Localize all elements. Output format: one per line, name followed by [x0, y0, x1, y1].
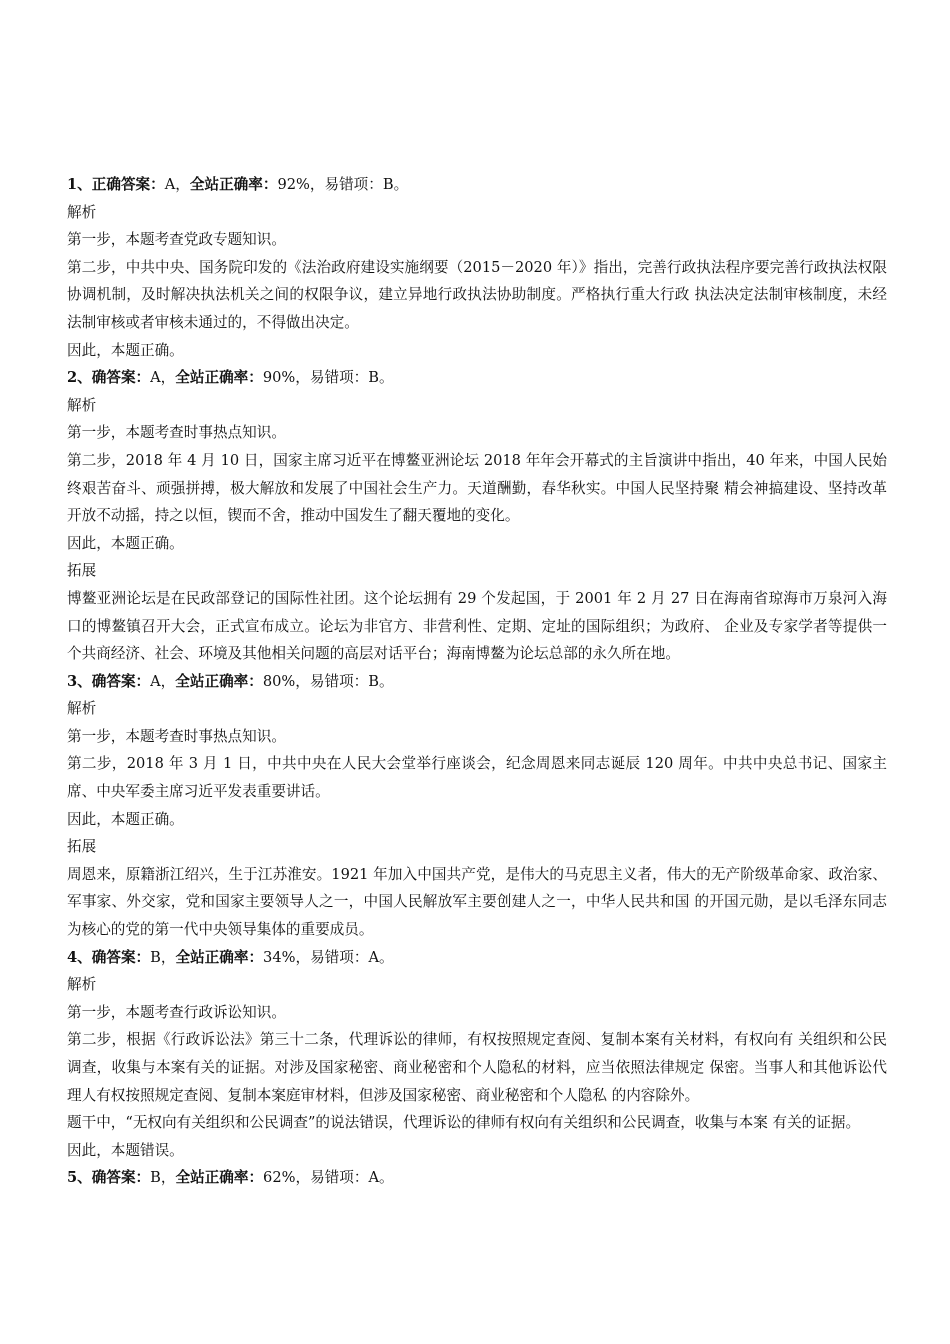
answer-label: 确答案： [91, 672, 151, 690]
question-number: 2、 [67, 369, 92, 387]
accuracy-label: 全站正确率： [175, 369, 263, 387]
accuracy-and-error-option: 62%，易错项：A。 [263, 1169, 394, 1187]
explanation-paragraph: 第一步，本题考查时事热点知识。 [67, 727, 286, 745]
accuracy-label: 全站正确率： [175, 948, 264, 966]
answer-header-1 [67, 171, 887, 199]
section-label: 拓展 [67, 838, 97, 856]
section-label: 解析 [67, 700, 97, 718]
section-label: 解析 [67, 203, 97, 221]
explanation-paragraph: 因此，本题正确。 [67, 534, 184, 552]
explanation-paragraph: 第二步，根据《行政诉讼法》第三十二条，代理诉讼的律师，有权按照规定查阅、复制本案有关材料，有权向有 关组织和公民调查，收集与本案有关的证据。对涉及国家秘密、商业秘密和个人隐私的材料，应当依照法律规定 保密。当事人和其他诉讼代理人有权按照规定查阅、复制本案庭审材料，但涉及国家秘密、商业秘密和个人隐私 的内容除外。 [67, 1031, 887, 1104]
explanation-paragraph: 第一步，本题考查行政诉讼知识。 [67, 1003, 286, 1021]
answer-value: A， [150, 369, 176, 387]
answer-label: 正确答案： [91, 176, 165, 193]
answer-label: 确答案： [91, 369, 151, 387]
section-label: 解析 [67, 976, 97, 994]
explanation-paragraph: 第一步，本题考查时事热点知识。 [67, 424, 286, 442]
answer-header-4 [67, 944, 887, 972]
accuracy-and-error-option: 92%，易错项：B。 [277, 176, 409, 193]
explanation-paragraph: 第二步，中共中央、国务院印发的《法治政府建设实施纲要（2015－2020 年）》指出，完善行政执法程序要完善行政执法权限协调机制，及时解决执法机关之间的权限争议，建立异地行政执法协助制度。严格执行重大行政 执法决定法制审核制度，未经法制审核或者审核未通过的，不得做出决定。 [67, 258, 887, 331]
question-number: 5、 [67, 1169, 92, 1187]
section-label: 解析 [67, 396, 97, 414]
answer-value: B， [150, 948, 176, 966]
accuracy-label: 全站正确率： [175, 672, 263, 690]
accuracy-label: 全站正确率： [175, 1169, 264, 1187]
explanation-paragraph: 因此，本题正确。 [67, 341, 184, 359]
answer-header-3 [67, 668, 887, 696]
accuracy-and-error-option: 34%，易错项：A。 [263, 948, 394, 966]
section-label: 拓展 [67, 562, 97, 580]
explanation-paragraph: 第二步，2018 年 4 月 10 日，国家主席习近平在博鳌亚洲论坛 2018 年年会开幕式的主旨演讲中指出，40 年来，中国人民始终艰苦奋斗、顽强拼搏，极大解放和发展了中国社会生产力。天道酬勤，春华秋实。中国人民坚持聚 精会神搞建设、坚持改革开放不动摇，持之以恒，锲而不舍，推动中国发生了翻天覆地的变化。 [67, 451, 887, 525]
answer-document [67, 171, 887, 1192]
explanation-paragraph: 博鳌亚洲论坛是在民政部登记的国际性社团。这个论坛拥有 29 个发起国，于 2001 年 2 月 27 日在海南省琼海市万泉河入海口的博鳌镇召开大会，正式宣布成立。论坛为非官方、非营利性、定期、定址的国际组织；为政府、 企业及专家学者等提供一个共商经济、社会、环境及其他相关问题的高层对话平台；海南博鳌为论坛总部的永久所在地。 [67, 589, 887, 663]
answer-header-5 [67, 1164, 887, 1192]
explanation-paragraph: 题干中，“无权向有关组织和公民调查”的说法错误，代理诉讼的律师有权向有关组织和公民调查，收集与本案 有关的证据。 [67, 1114, 861, 1132]
accuracy-and-error-option: 80%，易错项：B。 [262, 672, 394, 690]
question-number: 4、 [67, 948, 92, 966]
answer-value: A， [164, 176, 190, 193]
explanation-paragraph: 周恩来，原籍浙江绍兴，生于江苏淮安。1921 年加入中国共产党，是伟大的马克思主义者，伟大的无产阶级革命家、政治家、军事家、外交家，党和国家主要领导人之一，中国人民解放军主要创建人之一，中华人民共和国 的开国元勋，是以毛泽东同志为核心的党的第一代中央领导集体的重要成员。 [67, 865, 887, 939]
answer-value: A， [150, 672, 176, 690]
accuracy-and-error-option: 90%，易错项：B。 [262, 369, 394, 387]
question-number: 1、 [67, 176, 92, 193]
explanation-paragraph: 因此，本题正确。 [67, 810, 184, 828]
answer-label: 确答案： [91, 948, 151, 966]
answer-header-2 [67, 364, 887, 392]
answer-label: 确答案： [91, 1169, 151, 1187]
answer-value: B， [150, 1169, 176, 1187]
explanation-paragraph: 第一步，本题考查党政专题知识。 [67, 231, 286, 249]
explanation-paragraph: 第二步，2018 年 3 月 1 日，中共中央在人民大会堂举行座谈会，纪念周恩来同志诞辰 120 周年。中共中央总书记、国家主席、中央军委主席习近平发表重要讲话。 [67, 755, 887, 801]
explanation-paragraph: 因此，本题错误。 [67, 1141, 184, 1159]
question-number: 3、 [67, 672, 92, 690]
accuracy-label: 全站正确率： [189, 176, 278, 193]
